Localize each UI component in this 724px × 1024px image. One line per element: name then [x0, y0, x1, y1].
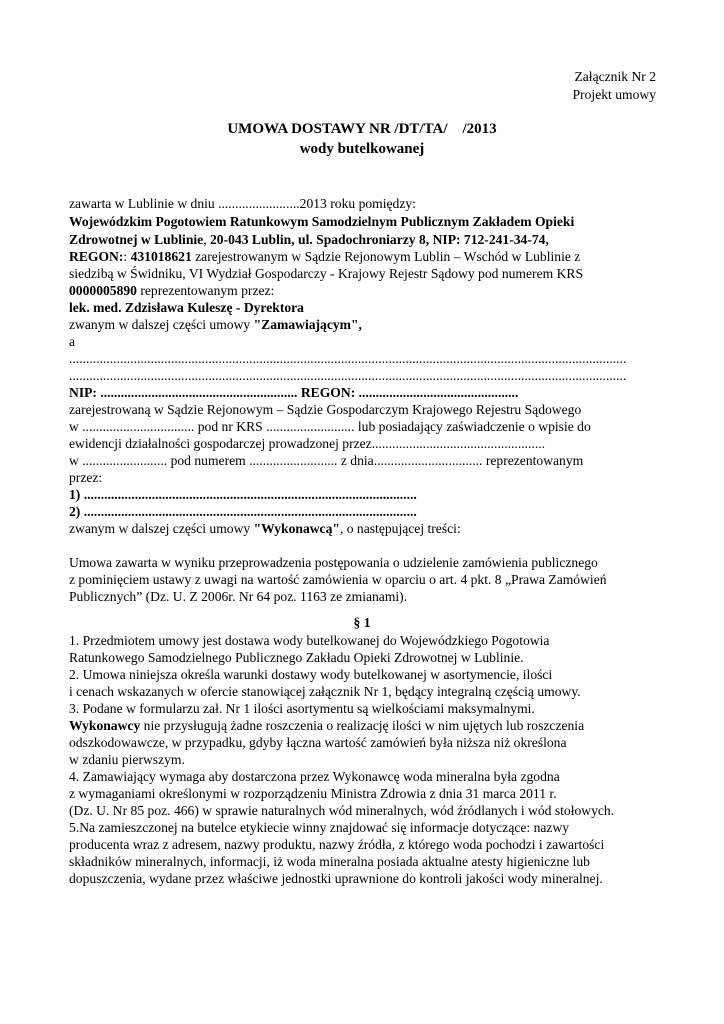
regon-value: 431018621 [130, 249, 192, 264]
section-1-heading: § 1 [353, 615, 371, 630]
contractor-prefix: zwanym w dalszej części umowy [69, 521, 254, 536]
krs-rest: reprezentowanym przez: [136, 283, 275, 298]
contractor-word: Wykonawcy [69, 718, 141, 733]
point-2-line-2: i cenach wskazanych w ofercie stanowiącej załącznik Nr 1, będący integralną częścią umowy. [69, 684, 581, 699]
attachment-label: Załącznik Nr 2 [574, 69, 656, 84]
intro-line-2: z pominięciem ustawy z uwagi na wartość zamówienia w oparciu o art. 4 pkt. 8 „Prawa Zamówień [69, 572, 607, 587]
called-prefix: zwanym w dalszej części umowy [69, 317, 254, 332]
point-3-line-2 [69, 717, 584, 734]
representative-2: 2) .................................................................................................. [69, 504, 417, 519]
dots-line-1: .................................................................................................................................................................... [69, 351, 627, 366]
point-1-line-1: 1. Przedmiotem umowy jest dostawa wody butelkowanej do Wojewódzkiego Pogotowia [69, 633, 550, 648]
orderer-name-end: Zdrowotnej w Lublinie [69, 232, 204, 247]
point-5-line-4: dopuszczenia, wydane przez właściwe jednostki uprawnione do kontroli jakości wody mineralnej. [69, 871, 603, 886]
orderer-address: 20-043 Lublin, ul. Spadochroniarzy 8, NIP: 712-241-34-74, [210, 232, 549, 247]
regon-label: REGON: [69, 249, 124, 264]
draft-label: Projekt umowy [572, 87, 656, 102]
point-4-line-2: z wymaganiami określonymi w rozporządzeniu Ministra Zdrowia z dnia 31 marca 2011 r. [69, 786, 557, 801]
point-3-line-1: 3. Podane w formularzu zał. Nr 1 ilości asortymentu są wielkościami maksymalnymi. [69, 701, 535, 716]
orderer-name-line1: Wojewódzkim Pogotowiem Ratunkowym Samodzielnym Publicznym Zakładem Opieki [69, 214, 575, 229]
contractor-suffix: , o następującej treści: [339, 521, 461, 536]
registered-line: zarejestrowaną w Sądzie Rejonowym – Sądzie Gospodarczym Krajowego Rejestru Sądowego [69, 402, 582, 417]
by-line: przez: [69, 470, 103, 485]
orderer-regon-line [69, 248, 580, 265]
representative-1: 1) .................................................................................................. [69, 487, 417, 502]
point-5-line-2: producenta wraz z adresem, nazwy produktu, nazwy źródła, z którego woda pochodzi i zawartości [69, 837, 605, 852]
orderer-role: "Zamawiającym", [253, 317, 362, 332]
dots-line-2: .................................................................................................................................................................... [69, 368, 627, 383]
point-4-line-1: 4. Zamawiający wymaga aby dostarczona przez Wykonawcę woda mineralna była zgodna [69, 769, 560, 784]
director-line: lek. med. Zdzisława Kuleszę - Dyrektora [69, 300, 304, 315]
point-3-line-2-rest: nie przysługują żadne roszczenia o realizację ilości w nim ujętych lub roszczenia [140, 718, 585, 733]
evidence-line: ewidencji działalności gospodarczej prowadzonej przez................................................... [69, 436, 546, 451]
orderer-called-line [69, 316, 362, 333]
contractor-called-line [69, 520, 461, 537]
point-1-line-2: Ratunkowego Samodzielnego Publicznego Zakładu Opieki Zdrowotnej w Lublinie. [69, 650, 524, 665]
concluded-line: zawarta w Lublinie w dniu ........................2013 roku pomiędzy: [69, 196, 416, 211]
point-3-line-4: w zdaniu pierwszym. [69, 752, 185, 767]
krs-line: w ................................. pod nr KRS .......................... lub posiadający zaświadczenie o wpisie do [69, 419, 591, 434]
contractor-role: "Wykonawcą" [253, 521, 340, 536]
orderer-name-line2 [69, 231, 549, 248]
point-4-line-3: (Dz. U. Nr 85 poz. 466) w sprawie naturalnych wód mineralnych, wód źródlanych i wód stołowych. [69, 803, 615, 818]
point-5-line-1: 5.Na zamieszczonej na butelce etykiecie winny znajdować się informacje dotyczące: nazwy [69, 820, 570, 835]
document-title: UMOWA DOSTAWY NR /DT/TA/ /2013 [227, 121, 497, 137]
intro-line-3: Publicznych” (Dz. U. Z 2006r. Nr 64 poz. 1163 ze zmianami). [69, 589, 408, 604]
nip-regon-line: NIP: .......................................................... REGON: ............................................... [69, 385, 519, 400]
intro-line-1: Umowa zawarta w wyniku przeprowadzenia postępowania o udzielenie zamówienia publicznego [69, 555, 598, 570]
regon-sep: : [123, 249, 131, 264]
krs-number: 0000005890 [69, 283, 137, 298]
point-2-line-1: 2. Umowa niniejsza określa warunki dostawy wody butelkowanej w asortymencie, ilości [69, 667, 553, 682]
number-line: w ......................... pod numerem .......................... z dnia................................ reprezentowanym [69, 453, 584, 468]
orderer-krs-line [69, 282, 274, 299]
and-line: a [69, 334, 76, 349]
document-subtitle: wody butelkowanej [299, 141, 425, 157]
regon-rest: zarejestrowanym w Sądzie Rejonowym Lublin – Wschód w Lublinie z [191, 249, 581, 264]
point-5-line-3: składników mineralnych, informacji, iż woda mineralna posiada aktualne atesty higieniczne lub [69, 854, 590, 869]
orderer-sep: , [203, 232, 210, 247]
orderer-seat-line: siedzibą w Świdniku, VI Wydział Gospodarczy - Krajowy Rejestr Sądowy pod numerem KRS [69, 266, 584, 281]
point-3-line-3: odszkodowawcze, w przypadku, gdyby łączna wartość zamówień była niższa niż określona [69, 735, 567, 750]
